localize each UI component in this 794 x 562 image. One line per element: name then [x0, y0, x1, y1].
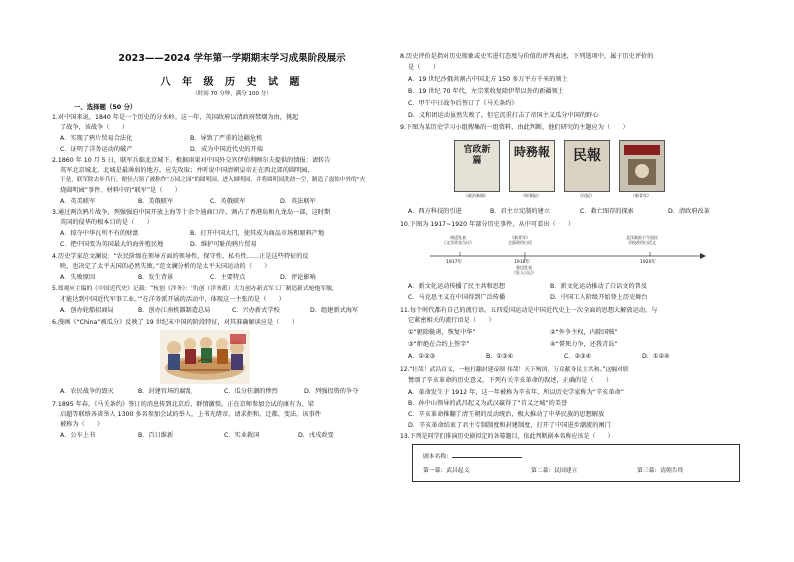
q2-line-1: 2.1860 年 10 月 5 日，联军兵临北京城下。根据雨果对中国外交官伊伯利顾尔夫提供的情报：请转告: [52, 157, 331, 164]
q12-option-c[interactable]: C．辛亥革命推翻了清王朝的反动统治，极大推动了中华民族的思想解放: [408, 411, 605, 418]
q13-line-1: 13.下列是同学们排演历史剧拟定的各幕题目，依此判断剧本名称应该是（ ）: [400, 433, 614, 440]
q10-option-a[interactable]: A．新文化运动传播了民主共和思想: [408, 283, 506, 290]
q6-option-a[interactable]: A．农民战争的毁灭: [60, 388, 114, 395]
q9-option-a[interactable]: A．西方科技的引进: [408, 208, 462, 215]
q11-item-4: ④“誓死力争，还我青岛”: [550, 341, 618, 348]
q3-line-1: 3.通过两次鸦片战争，列强强迫中国开放上海等十余个通商口岸，割占了香港岛和九龙岛一部，这时期: [52, 209, 331, 216]
q8-option-b[interactable]: B．19 世纪 70 年代，左宗棠收复除伊犁以外的新疆领土: [408, 88, 564, 95]
q4-option-b[interactable]: B．发生背景: [138, 274, 174, 281]
q12-option-b[interactable]: B．孙中山领导的武昌起义为武汉赢得了“首义之城”的美誉: [408, 400, 568, 407]
q1-option-d[interactable]: D．成为中国近代史的开端: [190, 146, 263, 153]
q10-option-c[interactable]: C．马克思主义在中国得到广泛传播: [408, 294, 506, 301]
q6-option-c[interactable]: C．瓜分狂潮的惨烈: [224, 388, 278, 395]
newspaper-image-2: 時務報: [509, 140, 555, 192]
q4-line-2: 映，也决定了太平天国的必然失败。”范文澜分析的是太平天国运动的（ ）: [60, 263, 271, 270]
newspaper-caption-1: 《政治新闻》: [464, 193, 488, 198]
q10-timeline: [420, 235, 720, 275]
q7-line-1: 7.1895 年春，《马关条约》签订的消息传到北京后，群情激愤。正在京师参加会试的康有为、梁: [52, 401, 314, 408]
q2-line-2: 英军北京城北，北城是最薄弱的地方。应先攻取；并听说中国清朝皇帝正在西北郊的圆明园，: [60, 167, 314, 174]
newspaper-caption-2: 《时务报》: [521, 193, 541, 198]
q8-option-a[interactable]: A．19 世纪沙俄共割占中国北方 150 多万平方千米的领土: [408, 76, 568, 83]
q8-option-d[interactable]: D．义和团运动虽然失败了，但它沉重打击了帝国主义瓜分中国的野心: [408, 112, 599, 119]
newspaper-caption-4: 《新青年》: [631, 193, 651, 198]
q11-option-a[interactable]: A．①②③: [408, 353, 436, 360]
q3-line-2: 英国的侵华的根本目的是（ ）: [60, 219, 153, 226]
timeline-year-1918: 1918年: [514, 260, 530, 265]
q8-option-c[interactable]: C．甲午中日战争后签订了《马关条约》: [408, 100, 518, 107]
script-title-box: [412, 444, 740, 482]
q7-line-3: 被称为（ ）: [60, 421, 104, 428]
q11-option-c[interactable]: C．②③④: [564, 353, 592, 360]
script-name-label: 剧本名称：: [423, 451, 522, 462]
newspaper-image-1: 官政新篇: [454, 140, 500, 192]
q6-option-b[interactable]: B．封建官场的腐乱: [138, 388, 192, 395]
q3-option-a[interactable]: A．掠夺中华瓦所不有的财富: [60, 230, 139, 237]
q3-option-c[interactable]: C．把中国变为英国最大的海外殖民地: [60, 241, 164, 248]
q11-option-b[interactable]: B．①③④: [486, 353, 514, 360]
q5-option-b[interactable]: B．创办江南机器制造总局: [138, 307, 211, 314]
china-partition-cartoon-image: [160, 330, 250, 384]
q7-line-2: 启超等联络各省举人 1300 多名参加会试的举人，上书光绪帝，请求拒和、迁都、变法。该事件: [60, 411, 321, 418]
q11-line-1: 11.每个时代都有自己的流行语。五四爱国运动是中国近代史上一次全面的思想大解放运动，与: [400, 307, 658, 314]
timeline-event-3: 北洋政府下令国民 学校改用白话文: [626, 235, 658, 245]
q8-line-2: 是（ ）: [408, 64, 439, 71]
q2-option-d[interactable]: D．英法联军: [280, 198, 316, 205]
q6-option-d[interactable]: D．列强投资的争夺: [304, 388, 359, 395]
timeline-event-1: 胡适发表 《文学改良刍议》: [442, 235, 474, 245]
q10-option-b[interactable]: B．新文化运动推动了白话文的普及: [550, 283, 648, 290]
q2-line-4: 烧圆明园”事件。材料中的“联军”是（ ）: [60, 187, 181, 194]
q1-line-2: 了战争，该战争（ ）: [60, 124, 129, 131]
exam-note: （时间 70 分钟，满分 100 分）: [192, 91, 272, 97]
q5-line-2: 才能达到中国近代军事工业。’”在洋务派开展的活动中，体现这一主张的是（ ）: [60, 296, 285, 303]
q4-option-c[interactable]: C．主要特点: [210, 274, 246, 281]
q2-option-a[interactable]: A．英美联军: [60, 198, 96, 205]
q11-item-1: ①“驱除鞑虏，恢复中华”: [408, 329, 476, 336]
newspaper-image-3: 民報: [564, 140, 610, 192]
timeline-year-1917: 1917年: [446, 260, 462, 265]
q6-line-1: 6.漫画《“China”被瓜分》反映了 19 世纪末中国的阶段特征，对其准确解读应是（ ）: [52, 319, 298, 326]
exam-subtitle: 八 年 级 历 史 试 题: [160, 77, 304, 88]
q7-option-a[interactable]: A．公车上书: [60, 432, 96, 439]
q9-option-d[interactable]: D．清政府改革: [668, 208, 710, 215]
q7-option-c[interactable]: C．实业救国: [224, 432, 260, 439]
q12-option-a[interactable]: A．革命发生于 1912 年，这一年被称为辛亥年，所以历史学家称为“辛亥革命”: [408, 389, 624, 396]
q5-line-1: 5.郑观应主编的《中国近代史》记载：“杭创《洋务》：‘仇创（洋务派）大力创办新式军工厂制造新式枪炮军舰，: [52, 286, 338, 292]
q2-option-c[interactable]: C．英俄联军: [210, 198, 246, 205]
q9-newspaper-images: [454, 140, 694, 202]
script-name-blank[interactable]: [452, 451, 522, 458]
q8-line-1: 8.历史评价是指对历史现象或史实进行态度与价值的评判表述，下列选项中，属于历史评价的: [400, 53, 654, 60]
q12-option-d[interactable]: D．辛亥革命结束了君主专制制度和封建制度，打开了中国进步潮流的闸门: [408, 422, 611, 429]
timeline-axis: [420, 249, 720, 263]
q11-item-2: ②“外争主权，内除国贼”: [550, 329, 618, 336]
q7-option-b[interactable]: B．百日维新: [138, 432, 174, 439]
q12-line-1: 12.“壮哉！武昌首义，一枪打翻封建帝制 伟哉！天下殉国，万众献身民主共和。”这幅对联: [400, 367, 629, 373]
q1-option-c[interactable]: C．证明了洋务运动的破产: [60, 146, 133, 153]
q1-option-a[interactable]: A．实现了鸦片贸易合法化: [60, 135, 133, 142]
q5-option-a[interactable]: A．创办轮船招商局: [60, 307, 114, 314]
q4-line-1: 4.历史学家范文澜说：“农民阶级在领导方面的领导性、保守性、私有性……正是这些特征的反: [52, 253, 309, 260]
q10-line-1: 10.下图为 1917~1920 年部分历史事件，从中可看出（ ）: [400, 221, 575, 228]
section-heading: 一、选择题（50 分）: [74, 103, 137, 111]
act-1: 第一幕：武昌起义: [423, 468, 470, 474]
q2-option-b[interactable]: B．美俄联军: [138, 198, 174, 205]
act-3: 第三幕：清朝告终: [637, 468, 684, 474]
new-youth-cover-art: [620, 141, 664, 191]
timeline-year-1920: 1920年: [640, 260, 656, 265]
newspaper-image-4: [619, 140, 665, 192]
exam-title: 2023——2024 学年第一学期期末学习成果阶段展示: [118, 53, 346, 64]
q11-item-3: ③“拒绝在合约上签字”: [408, 341, 470, 348]
newspaper-caption-3: 《民报》: [578, 193, 594, 198]
q9-option-c[interactable]: C．救亡图存的探索: [580, 208, 634, 215]
timeline-event-2: 《新青年》 全面改用白话: [508, 235, 532, 245]
q1-option-b[interactable]: B．导致了严重的边疆危机: [190, 135, 263, 142]
timeline-event-4: 鲁迅发表 《狂人日记》: [512, 265, 536, 275]
q9-line-1: 9.下图为某历史学习小组搜集的一组资料，由此判断，他们研究的主题应为（ ）: [400, 124, 629, 131]
q1-line-1: 1.对中国来说，1840 年是一个历史的分水岭。这一年，英国政府以清政府禁烟为由，挑起: [52, 114, 299, 121]
q3-option-b[interactable]: B．打开中国大门，使其成为商品市场和原料产地: [190, 230, 325, 237]
q9-option-b[interactable]: B．君主立宪制的建立: [490, 208, 550, 215]
q10-option-d[interactable]: D．中国工人阶级开始登上历史舞台: [550, 294, 648, 301]
q11-option-d[interactable]: D．①②④: [642, 353, 670, 360]
q4-option-a[interactable]: A．失败原因: [60, 274, 96, 281]
q4-option-d[interactable]: D．评论影响: [280, 274, 316, 281]
q12-line-2: 赞颂了辛亥革命的历史意义。下列有关辛亥革命的叙述，正确的是（ ）: [408, 377, 613, 384]
q5-option-d[interactable]: D．组建新式海军: [310, 307, 359, 314]
q5-option-c[interactable]: C．兴办新式学校: [232, 307, 280, 314]
q3-option-d[interactable]: D．维护可耻的鸦片贸易: [190, 241, 257, 248]
q11-line-2: 它紧密相关的流行语是（ ）: [408, 317, 495, 324]
q7-option-d[interactable]: D．戊戌政变: [298, 432, 334, 439]
act-2: 第二幕：民国建立: [531, 468, 578, 474]
q2-line-3: 于是，联军除去步兵行，便径占领了被称作“万园之园”的圆明园。进入圆明园，并将圆明园洗劫一空，制造了震惊中外的“火: [60, 177, 366, 183]
